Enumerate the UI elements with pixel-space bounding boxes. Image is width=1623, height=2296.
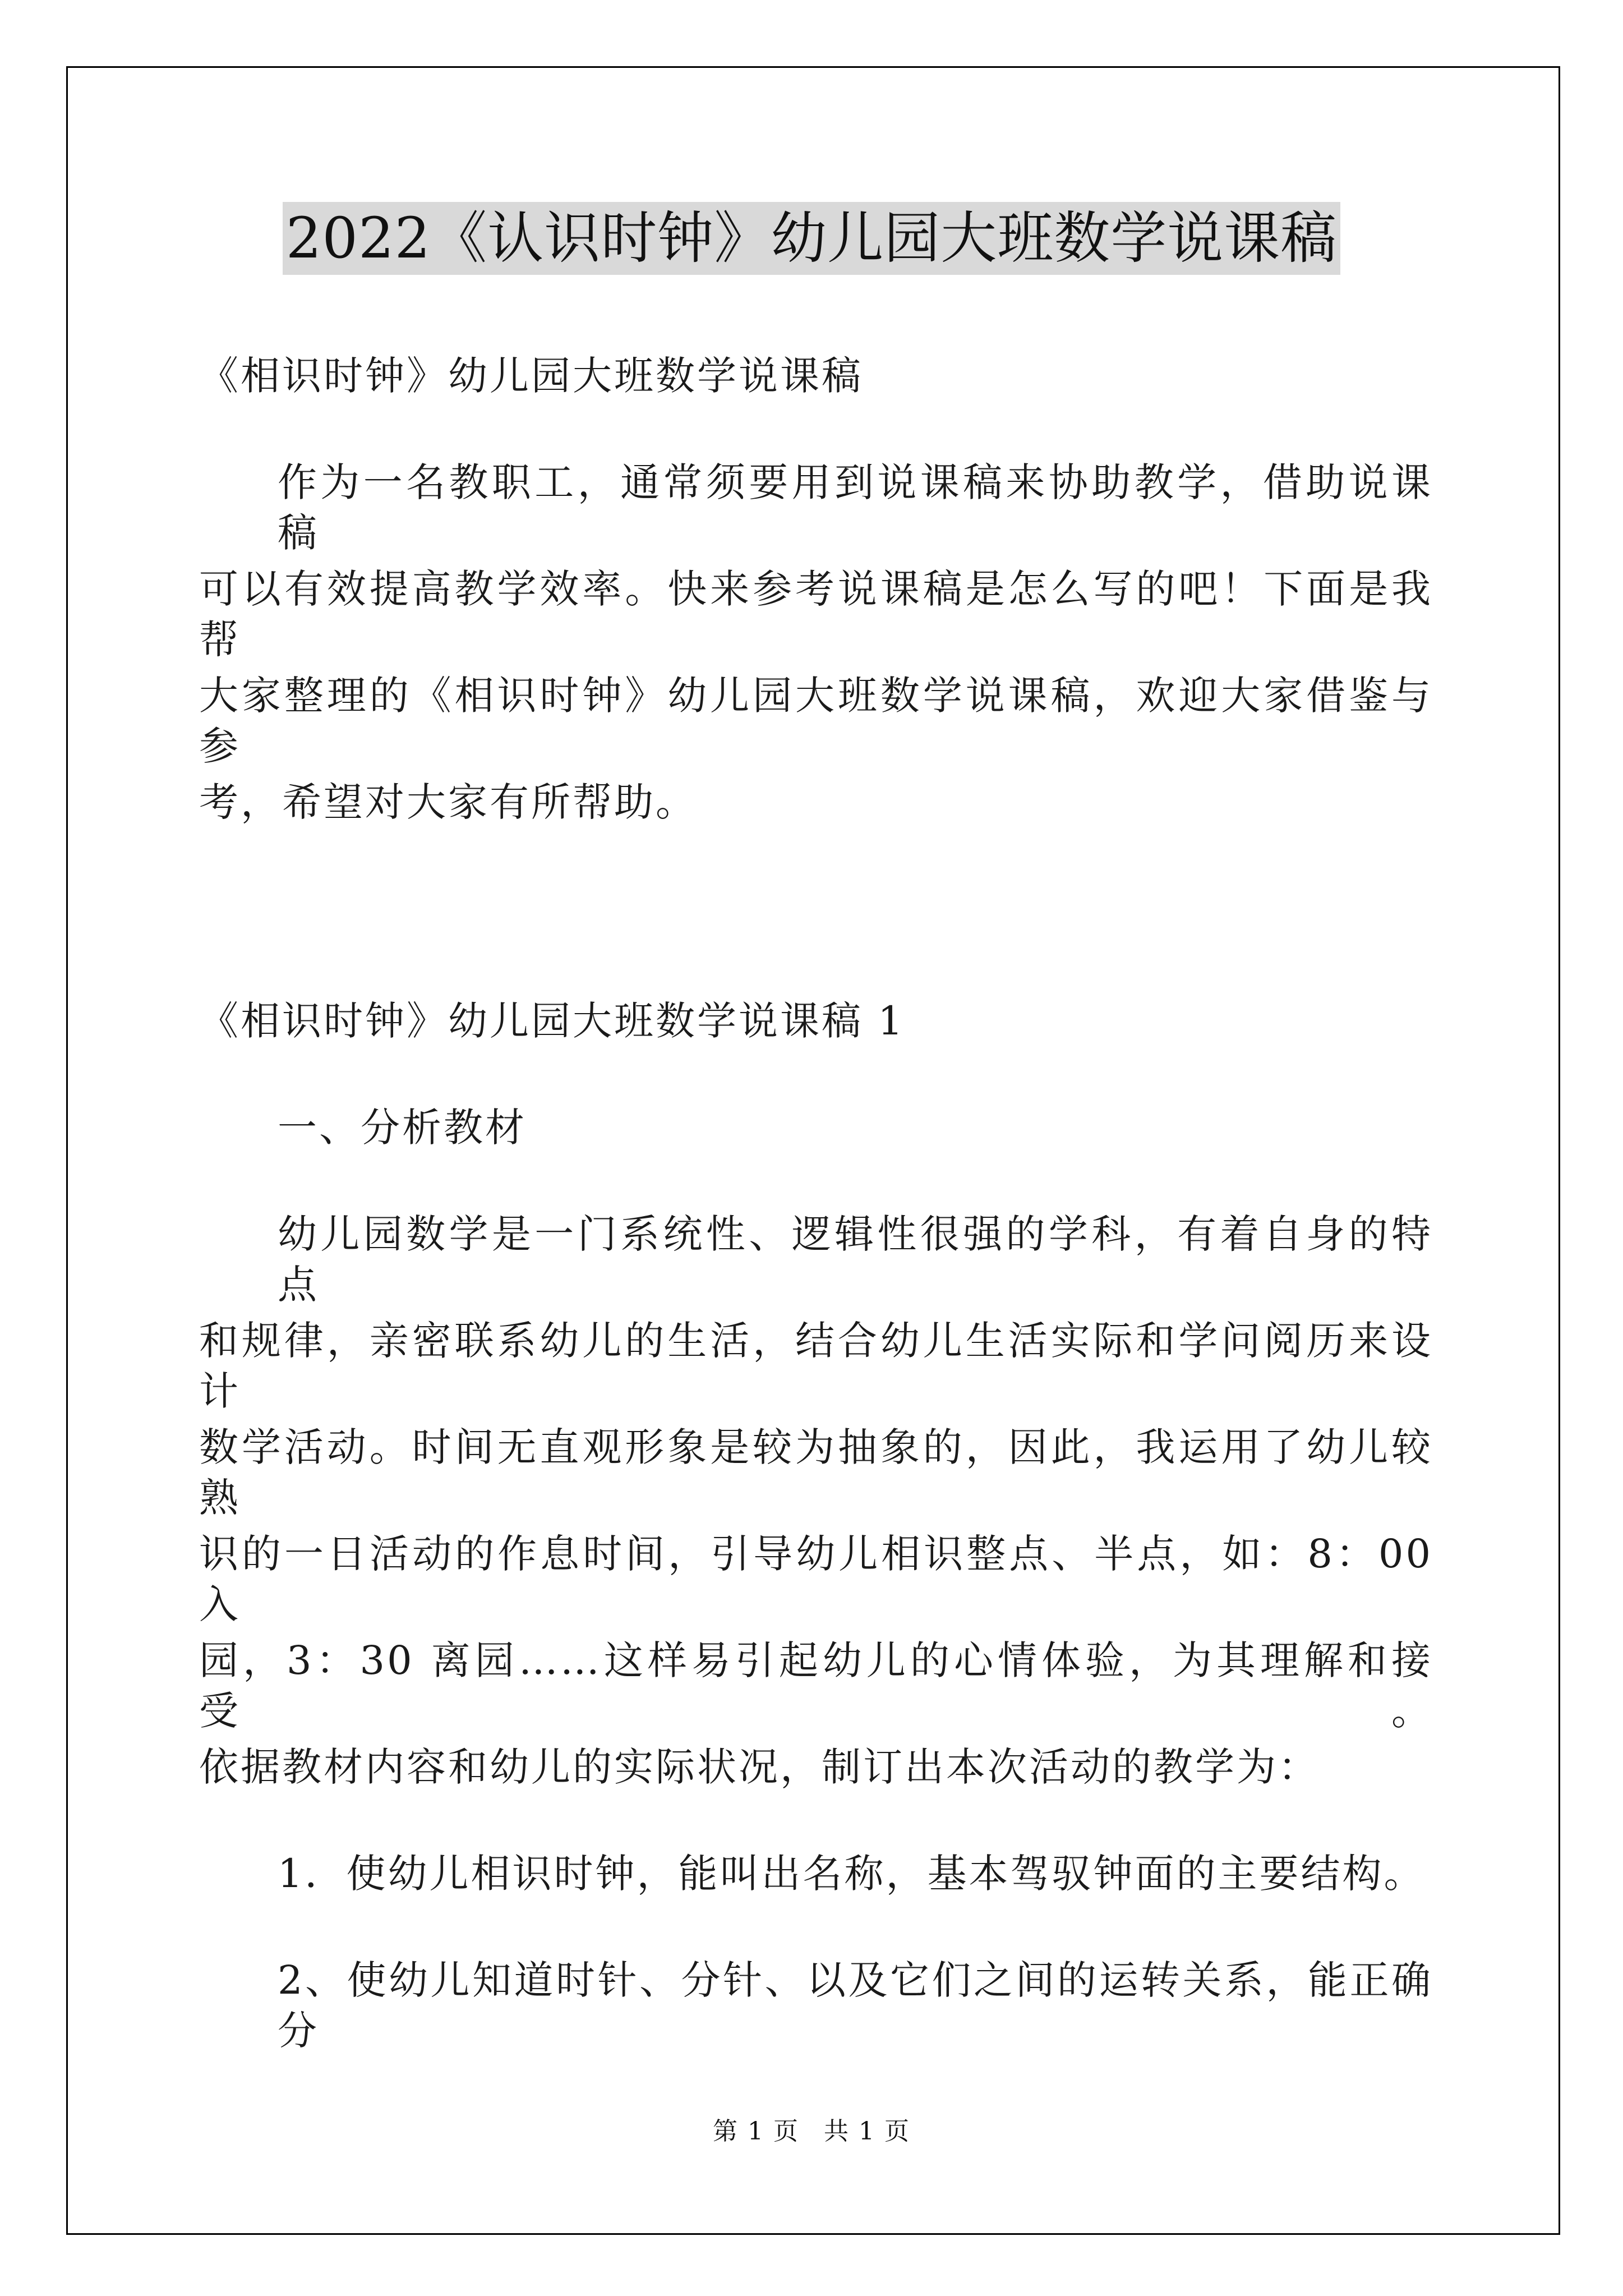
document-title: 2022《认识时钟》幼儿园大班数学说课稿 xyxy=(283,202,1341,275)
intro-line-1: 作为一名教职工，通常须要用到说课稿来协助教学，借助说课稿 xyxy=(278,459,1433,556)
goal-2: 2、使幼儿知道时针、分针、以及它们之间的运转关系，能正确分 xyxy=(278,1957,1433,2054)
goal-1: 1．使幼儿相识时钟，能叫出名称，基本驾驭钟面的主要结构。 xyxy=(278,1851,1426,1897)
page-footer xyxy=(0,2115,1623,2148)
title-container xyxy=(0,202,1623,275)
body-line-5: 园，3：30 离园……这样易引起幼儿的心情体验，为其理解和接受。 xyxy=(199,1637,1433,1734)
section-title: 《相识时钟》幼儿园大班数学说课稿 1 xyxy=(199,998,905,1044)
page-number: 第 1 页 xyxy=(713,2117,799,2146)
intro-line-3: 大家整理的《相识时钟》幼儿园大班数学说课稿，欢迎大家借鉴与参 xyxy=(199,673,1433,769)
heading-analysis: 一、分析教材 xyxy=(278,1105,527,1151)
body-line-3: 数学活动。时间无直观形象是较为抽象的，因此，我运用了幼儿较熟 xyxy=(199,1424,1433,1521)
body-line-2: 和规律，亲密联系幼儿的生活，结合幼儿生活实际和学问阅历来设计 xyxy=(199,1318,1433,1414)
body-line-6: 依据教材内容和幼儿的实际状况，制订出本次活动的教学为： xyxy=(199,1744,1320,1790)
intro-line-4: 考，希望对大家有所帮助。 xyxy=(199,779,697,825)
body-line-1: 幼儿园数学是一门系统性、逻辑性很强的学科，有着自身的特点 xyxy=(278,1211,1433,1308)
subtitle: 《相识时钟》幼儿园大班数学说课稿 xyxy=(199,353,863,399)
body-line-4: 识的一日活动的作息时间，引导幼儿相识整点、半点，如：8：00 入 xyxy=(199,1531,1433,1627)
page-total: 共 1 页 xyxy=(824,2117,910,2146)
intro-line-2: 可以有效提高教学效率。快来参考说课稿是怎么写的吧！下面是我帮 xyxy=(199,566,1433,662)
